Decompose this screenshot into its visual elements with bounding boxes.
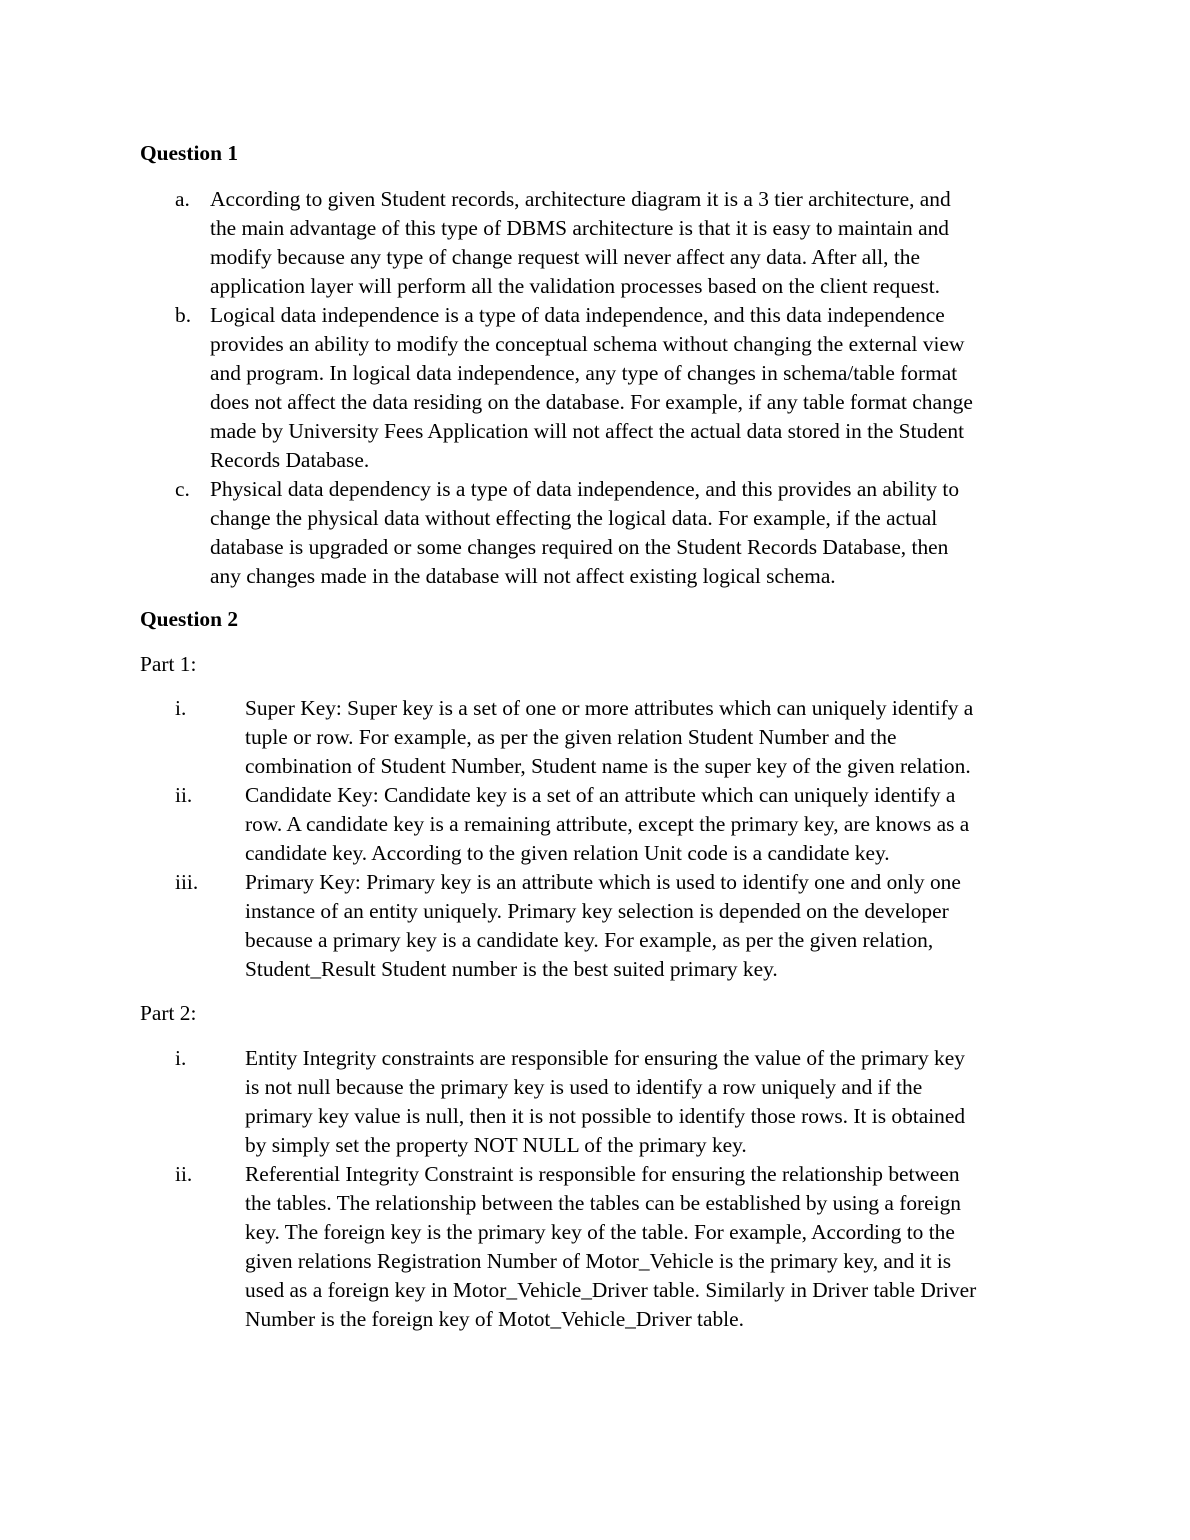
text-line: Number is the foreign key of Motot_Vehicle_Driver table. (245, 1307, 744, 1331)
text-line: Logical data independence is a type of data independence, and this data independence (210, 303, 945, 327)
list-item-text (210, 185, 1045, 301)
text-line: database is upgraded or some changes required on the Student Records Database, then (210, 535, 949, 559)
list-marker: iii. (175, 870, 199, 894)
list-item (175, 694, 1055, 781)
text-line: tuple or row. For example, as per the given relation Student Number and the (245, 725, 897, 749)
text-line: instance of an entity uniquely. Primary key selection is depended on the developer (245, 899, 949, 923)
text-line: Referential Integrity Constraint is responsible for ensuring the relationship between (245, 1162, 960, 1186)
text-line: made by University Fees Application will not affect the actual data stored in the Student (210, 419, 965, 443)
text-line: provides an ability to modify the conceptual schema without changing the external view (210, 332, 965, 356)
text-line: combination of Student Number, Student name is the super key of the given relation. (245, 754, 971, 778)
list-marker: i. (175, 696, 187, 720)
text-line: application layer will perform all the validation processes based on the client request. (210, 274, 941, 298)
list-marker: i. (175, 1046, 187, 1070)
part-2-label: Part 2: (140, 1001, 197, 1025)
list-item-text (210, 475, 1045, 591)
text-line: candidate key. According to the given relation Unit code is a candidate key. (245, 841, 890, 865)
list-marker: ii. (175, 1162, 193, 1186)
text-line: does not affect the data residing on the database. For example, if any table format change (210, 390, 973, 414)
text-line: row. A candidate key is a remaining attribute, except the primary key, are knows as a (245, 812, 970, 836)
list-marker: b. (175, 303, 192, 327)
text-line: Entity Integrity constraints are responsible for ensuring the value of the primary key (245, 1046, 965, 1070)
list-item-text (245, 868, 1050, 984)
list-item (175, 185, 1055, 301)
question-2-heading: Question 2 (140, 607, 239, 631)
part-1-list (175, 694, 1055, 984)
question-1-answer-list (175, 185, 1055, 591)
text-line: is not null because the primary key is used to identify a row uniquely and if the (245, 1075, 923, 1099)
list-item-text (245, 694, 1050, 781)
part-1-label: Part 1: (140, 652, 197, 676)
list-item (175, 301, 1055, 475)
text-line: change the physical data without effecting the logical data. For example, if the actual (210, 506, 938, 530)
list-item (175, 868, 1055, 984)
text-line: Super Key: Super key is a set of one or more attributes which can uniquely identify a (245, 696, 974, 720)
text-line: According to given Student records, architecture diagram it is a 3 tier architecture, and (210, 187, 951, 211)
list-item-text (245, 1044, 1050, 1160)
text-line: primary key value is null, then it is not possible to identify those rows. It is obtained (245, 1104, 966, 1128)
list-item (175, 1044, 1055, 1160)
list-item-text (245, 1160, 1050, 1334)
text-line: key. The foreign key is the primary key of the table. For example, According to the (245, 1220, 955, 1244)
text-line: Primary Key: Primary key is an attribute which is used to identify one and only one (245, 870, 961, 894)
text-line: Records Database. (210, 448, 370, 472)
text-line: the main advantage of this type of DBMS architecture is that it is easy to maintain and (210, 216, 949, 240)
text-line: used as a foreign key in Motor_Vehicle_Driver table. Similarly in Driver table Driver (245, 1278, 977, 1302)
text-line: Physical data dependency is a type of data independence, and this provides an ability to (210, 477, 960, 501)
list-item (175, 781, 1055, 868)
list-item-text (245, 781, 1050, 868)
list-item (175, 475, 1055, 591)
text-line: the tables. The relationship between the tables can be established by using a foreign (245, 1191, 961, 1215)
list-marker: a. (175, 187, 190, 211)
text-line: Student_Result Student number is the best suited primary key. (245, 957, 778, 981)
list-item (175, 1160, 1055, 1334)
question-1-heading: Question 1 (140, 141, 239, 165)
part-2-list (175, 1044, 1055, 1334)
list-item-text (210, 301, 1045, 475)
text-line: modify because any type of change request will never affect any data. After all, the (210, 245, 920, 269)
text-line: any changes made in the database will not affect existing logical schema. (210, 564, 836, 588)
list-marker: c. (175, 477, 190, 501)
text-line: because a primary key is a candidate key. For example, as per the given relation, (245, 928, 934, 952)
text-line: given relations Registration Number of Motor_Vehicle is the primary key, and it is (245, 1249, 952, 1273)
text-line: by simply set the property NOT NULL of the primary key. (245, 1133, 747, 1157)
text-line: and program. In logical data independence, any type of changes in schema/table format (210, 361, 958, 385)
list-marker: ii. (175, 783, 193, 807)
text-line: Candidate Key: Candidate key is a set of an attribute which can uniquely identify a (245, 783, 956, 807)
